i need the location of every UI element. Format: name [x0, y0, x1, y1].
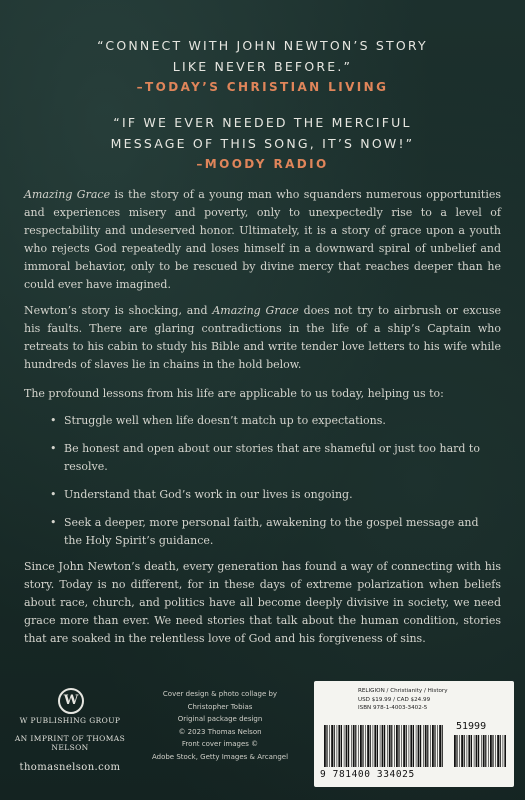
- category-text: RELIGION / Christianity / History: [358, 688, 448, 694]
- publisher-website: thomasnelson.com: [19, 762, 121, 773]
- quote-line: LIKE NEVER BEFORE.”: [172, 59, 353, 74]
- paragraph-text: does not try to airbrush or excuse his faults. There are glaring contradictions in the life of a ship’s Captain who retreats to his cabin to study his Bible and write tender love letters to his wife while hundreds of slaves lie in chains in the hold below.: [24, 304, 501, 371]
- credit-line: © 2023 Thomas Nelson: [178, 727, 262, 736]
- credit-line: Adobe Stock, Getty Images & Arcangel: [151, 752, 289, 761]
- barcode-digits: 9 781400 334025: [320, 769, 415, 780]
- isbn-text: ISBN 978-1-4003-3402-5: [358, 705, 428, 711]
- list-item: • Be honest and open about our stories that are shameful or just too hard to resolve.: [50, 440, 485, 476]
- barcode-info: [358, 687, 448, 713]
- endorsement-quote-1: [0, 35, 525, 98]
- quote-attribution: –MOODY RADIO: [196, 157, 329, 171]
- description-paragraph-4: [24, 558, 501, 648]
- publisher-logo-icon: W: [58, 688, 84, 714]
- description-paragraph-1: [24, 186, 501, 294]
- publisher-name: W PUBLISHING GROUP: [19, 716, 121, 725]
- credit-line: Cover design & photo collage by: [162, 690, 278, 698]
- lessons-list: [50, 412, 485, 560]
- endorsement-quote-2: [0, 112, 525, 175]
- paragraph-text: The profound lessons from his life are applicable to us today, helping us to:: [24, 387, 444, 400]
- description-paragraph-2: [24, 302, 501, 374]
- paragraph-text: Since John Newton’s death, every generation has found a way of connecting with his story. Today is no different, for in these days of extreme polarization when beliefs about race, church, and politics have all become deeply divisive in society, we need grace more than ever. We need stories that talk about the human condition, stories that are soaked in the relentless love of God and his forgiveness of sins.: [24, 560, 501, 645]
- description-paragraph-3: [24, 385, 501, 403]
- quote-line: MESSAGE OF THIS SONG, IT’S NOW!”: [110, 136, 415, 151]
- list-item: • Seek a deeper, more personal faith, awakening to the gospel message and the Holy Spirit’s guidance.: [50, 514, 485, 550]
- quote-line: “CONNECT WITH JOHN NEWTON’S STORY: [97, 38, 428, 53]
- book-title: Amazing Grace: [24, 188, 111, 201]
- price-code: 51999: [456, 721, 487, 732]
- imprint-line: AN IMPRINT OF THOMAS NELSON: [14, 734, 126, 752]
- quote-line: “IF WE EVER NEEDED THE MERCIFUL: [113, 115, 412, 130]
- book-title: Amazing Grace: [212, 304, 299, 317]
- credit-line: Christopher Tobias: [187, 702, 253, 711]
- paragraph-text: is the story of a young man who squanders numerous opportunities and experiences misery and poverty, only to unexpectedly rise to a level of respectability and undeserved honor. Ultimately, it is a story of grace upon a youth who rejects God repeatedly and loses himself in a downward spiral of unbelief and immoral behavior, only to be rescued by divine mercy that reaches deeper than he could ever have imagined.: [24, 188, 501, 291]
- addon-barcode-icon: [454, 735, 506, 767]
- list-item: • Struggle well when life doesn’t match up to expectations.: [50, 412, 485, 430]
- barcode-icon: [324, 725, 444, 767]
- credit-line: Front cover images ©: [181, 740, 259, 748]
- paragraph-text: Newton’s story is shocking, and: [24, 304, 213, 317]
- cover-credits: [150, 688, 290, 763]
- credit-line: Original package design: [177, 715, 263, 723]
- quote-attribution: –TODAY’S CHRISTIAN LIVING: [136, 80, 389, 94]
- price-text: USD $19.99 / CAD $24.99: [358, 696, 431, 703]
- list-item: • Understand that God’s work in our lives is ongoing.: [50, 486, 485, 504]
- barcode-label: [314, 681, 514, 787]
